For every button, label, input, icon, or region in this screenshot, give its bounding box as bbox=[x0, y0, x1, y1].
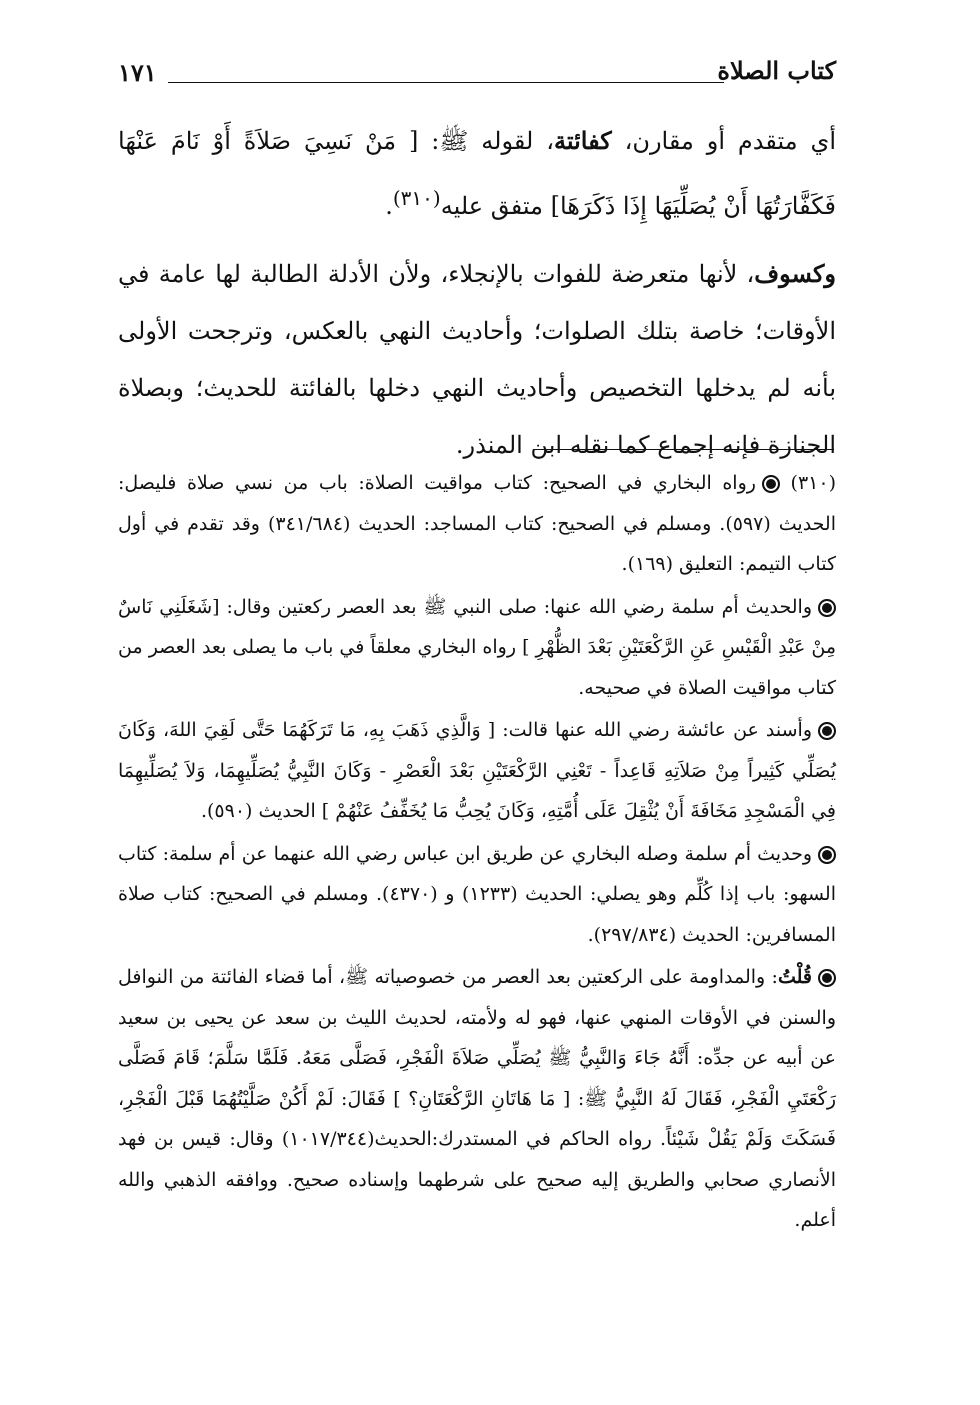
bullet-icon bbox=[762, 475, 780, 493]
main-paragraph-2 bbox=[118, 245, 836, 474]
footnote-item-4 bbox=[118, 834, 836, 956]
paragraph-2-text: ، لأنها متعرضة للفوات بالإنجلاء، ولأن الأدلة الطالبة لها عامة في الأوقات؛ خاصة بتلك الصلوات؛ وأحاديث النهي بالعكس، وترجحت الأولى بأنه لم يدخلها التخصيص وأحاديث النهي دخلها بالفائتة للحديث؛ وبصلاة الجنازة فإنه إجماع كما نقله ابن المنذر. bbox=[118, 260, 836, 459]
footnote-text: والحديث أم سلمة رضي الله عنها: صلى النبي ﷺ بعد العصر ركعتين وقال: [شَغَلَنِي نَاسٌ مِنْ عَبْدِ الْقَيْسِ عَنِ الرَّكْعَتَيْنِ بَعْدَ الظُّهْرِ ] رواه البخاري معلقاً في باب ما يصلى بعد العصر من كتاب مواقيت الصلاة في صحيحه. bbox=[118, 595, 836, 699]
bullet-icon bbox=[818, 969, 836, 987]
page-header bbox=[118, 56, 836, 90]
bullet-icon bbox=[818, 722, 836, 740]
bullet-icon bbox=[818, 599, 836, 617]
footnote-text: : والمداومة على الركعتين بعد العصر من خصوصياته ﷺ، أما قضاء الفائتة من النوافل والسنن في الأوقات المنهي عنها، فهو له ولأمته، لحديث الليث بن سعد عن يحيى بن سعيد عن أبيه عن جدِّه: أَنَّهُ جَاءَ وَالنَّبِيُّ ﷺ يُصَلِّي صَلاَةَ الْفَجْرِ، فَصَلَّى مَعَهُ. فَلَمَّا سَلَّمَ؛ قَامَ فَصَلَّى رَكْعَتَيِ الْفَجْرِ، فَقَالَ لَهُ النَّبِيُّ ﷺ: [ مَا هَاتَانِ الرَّكْعَتَانِ؟ ] فَقَالَ: لَمْ أَكُنْ صَلَّيْتُهُمَا قَبْلَ الْفَجْرِ، فَسَكَتَ وَلَمْ يَقُلْ شَيْئاً. رواه الحاكم في المستدرك:الحديث(١٠١٧/٣٤٤) وقال: قيس بن فهد الأنصاري صحابي والطريق إليه صحيح على شرطهما وإسناده صحيح. ووافقه الذهبي والله أعلم. bbox=[118, 966, 837, 1231]
paragraph-1-intro: أي متقدم أو مقارن، bbox=[611, 127, 836, 155]
bullet-icon bbox=[818, 846, 836, 864]
footnote-number: (٣١٠) bbox=[790, 472, 836, 494]
footnote-text: وحديث أم سلمة وصله البخاري عن طريق ابن عباس رضي الله عنهما عن أم سلمة: كتاب السهو: باب إذا كُلِّم وهو يصلي: الحديث (١٢٣٣) و (٤٣٧٠). ومسلم في الصحيح: كتاب صلاة المسافرين: الحديث (٢٩٧/٨٣٤). bbox=[118, 842, 836, 946]
footnote-item-5 bbox=[118, 957, 836, 1241]
main-text bbox=[118, 112, 836, 474]
term-qultu: قُلْتُ bbox=[777, 966, 812, 988]
footnote-text: وأسند عن عائشة رضي الله عنها قالت: [ وَالَّذِي ذَهَبَ بِهِ، مَا تَرَكَهُمَا حَتَّى لَقِيَ اللهَ، وَكَانَ يُصَلِّي كَثِيراً مِنْ صَلاَتِهِ قَاعِداً - تَعْنِي الرَّكْعَتَيْنِ بَعْدَ الْعَصْرِ - وَكَانَ النَّبِيُّ يُصَلِّيهِمَا، وَلاَ يُصَلِّيهِمَا فِي الْمَسْجِدِ مَخَافَةَ أَنْ يُثْقِلَ عَلَى أُمَّتِهِ، وَكَانَ يُحِبُّ مَا يُخَفِّفُ عَنْهُمْ ] الحديث (٥٩٠). bbox=[118, 719, 836, 822]
header-rule bbox=[168, 82, 724, 83]
page-number: ١٧١ bbox=[118, 58, 157, 87]
footnote-divider bbox=[533, 449, 834, 450]
footnote-item-2 bbox=[118, 587, 836, 709]
footnote-ref-310: (٣١٠) bbox=[392, 186, 441, 210]
paragraph-1-text: ، لقوله ﷺ: [ مَنْ نَسِيَ صَلاَةً أَوْ نَامَ عَنْهَا فَكَفَّارَتُهَا أَنْ يُصَلِّيَهَا إِذَا ذَكَرَهَا] متفق عليه bbox=[118, 127, 836, 220]
term-kafaitah: كفائتة bbox=[553, 126, 612, 155]
running-title: كتاب الصلاة bbox=[717, 56, 836, 85]
paragraph-1-end: . bbox=[385, 192, 393, 220]
main-paragraph-1 bbox=[118, 112, 836, 235]
term-kusuf: وكسوف bbox=[754, 259, 836, 288]
footnote-item-3 bbox=[118, 710, 836, 832]
footnote-310 bbox=[118, 463, 836, 585]
footnote-text: رواه البخاري في الصحيح: كتاب مواقيت الصلاة: باب من نسي صلاة فليصل: الحديث (٥٩٧). ومسلم في الصحيح: كتاب المساجد: الحديث (٣٤١/٦٨٤) وقد تقدم في أول كتاب التيمم: التعليق (١٦٩). bbox=[118, 472, 837, 575]
footnotes bbox=[118, 463, 836, 1243]
